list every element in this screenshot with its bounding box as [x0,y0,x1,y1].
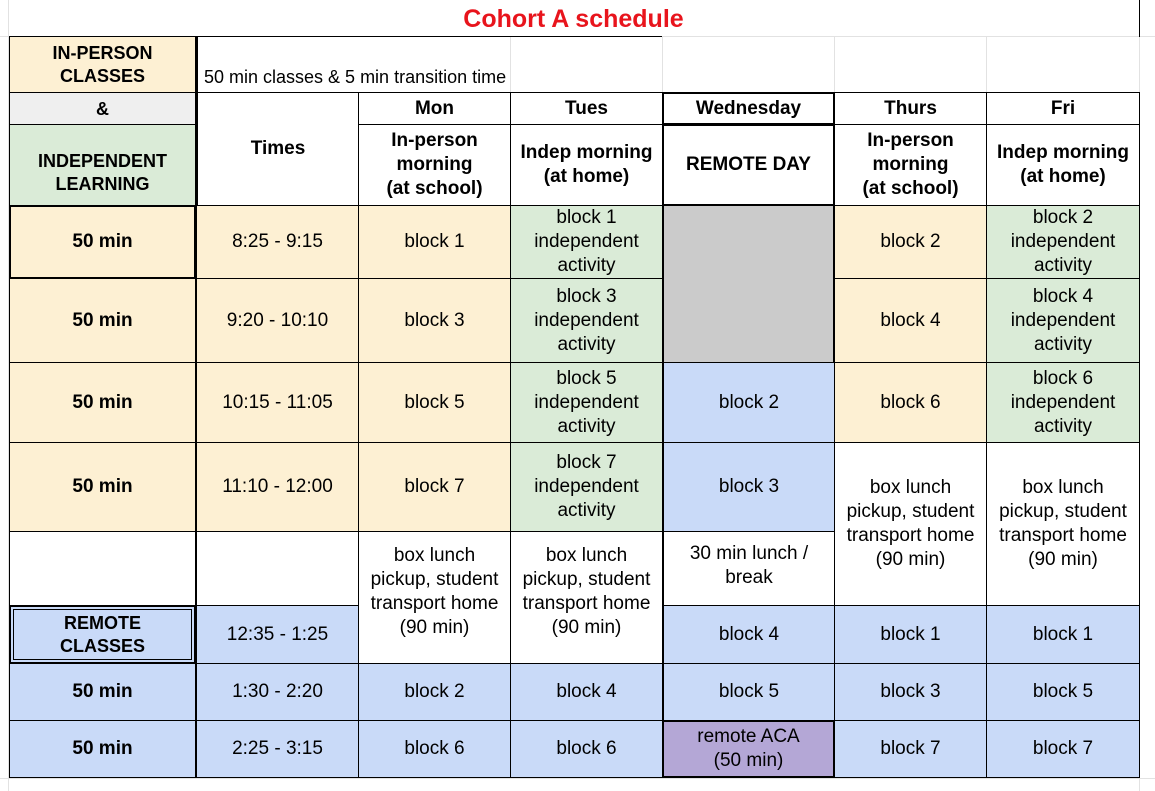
schedule-cell-wednesday: block 3 [662,442,835,532]
schedule-cell-thurs: block 3 [834,663,987,721]
day-header-mon: Mon [358,92,511,125]
wednesday-empty-block [662,205,835,363]
schedule-cell-mon: block 5 [358,362,511,443]
legend-ampersand: & [9,92,196,125]
mode-header-fri: Indep morning (at home) [986,124,1140,206]
schedule-cell-tues: block 3 independent activity [510,278,663,363]
legend-remote: REMOTE CLASSES [9,605,196,664]
gridline [662,36,663,92]
gridline [0,778,1155,779]
time-cell: 8:25 - 9:15 [196,205,359,279]
mode-header-wednesday: REMOTE DAY [662,124,835,206]
schedule-cell-mon: block 6 [358,720,511,778]
legend-in-person: IN-PERSON CLASSES [9,36,196,93]
schedule-cell-tues: block 4 [510,663,663,721]
schedule-cell-tues: block 5 independent activity [510,362,663,443]
legend-independent: INDEPENDENT LEARNING [9,124,196,206]
schedule-cell-wednesday: block 2 [662,362,835,443]
lunch-row-empty [9,531,196,606]
schedule-cell-fri: block 2 independent activity [986,205,1140,279]
schedule-cell-thurs: block 2 [834,205,987,279]
time-cell: 10:15 - 11:05 [196,362,359,443]
duration-cell: 50 min [9,205,196,279]
schedule-cell-thurs: block 7 [834,720,987,778]
day-header-fri: Fri [986,92,1140,125]
time-cell: 2:25 - 3:15 [196,720,359,778]
times-header: Times [196,92,359,206]
schedule-cell-fri: block 4 independent activity [986,278,1140,363]
day-header-thurs: Thurs [834,92,987,125]
duration-cell: 50 min [9,362,196,443]
lunch-transport-cell-tues: box lunch pickup, student transport home (90 min) [510,531,663,664]
schedule-cell-mon: block 1 [358,205,511,279]
page-title: Cohort A schedule [8,0,1140,37]
schedule-cell-mon: block 2 [358,663,511,721]
gridline [986,36,987,92]
schedule-cell-fri: block 7 [986,720,1140,778]
schedule-cell-tues: block 1 independent activity [510,205,663,279]
duration-cell: 50 min [9,442,196,532]
schedule-cell-thurs: block 4 [834,278,987,363]
day-header-tues: Tues [510,92,663,125]
mode-header-tues: Indep morning (at home) [510,124,663,206]
schedule-cell-tues: block 6 [510,720,663,778]
time-cell: 11:10 - 12:00 [196,442,359,532]
schedule-cell-fri: block 1 [986,605,1140,664]
day-header-wednesday: Wednesday [662,92,835,125]
time-cell: 12:35 - 1:25 [196,605,359,664]
schedule-note: 50 min classes & 5 min transition time [196,36,662,93]
duration-cell: 50 min [9,278,196,363]
schedule-cell-tues: block 7 independent activity [510,442,663,532]
schedule-cell-fri: block 5 [986,663,1140,721]
schedule-cell-mon: block 7 [358,442,511,532]
schedule-cell-thurs: block 6 [834,362,987,443]
lunch-transport-cell-mon: box lunch pickup, student transport home (90 min) [358,531,511,664]
schedule-cell-wednesday: block 4 [662,605,835,664]
lunch-transport-cell-fri: box lunch pickup, student transport home (90 min) [986,442,1140,606]
mode-header-thurs: In-person morning (at school) [834,124,987,206]
wednesday-lunch-cell: 30 min lunch / break [662,531,835,606]
schedule-cell-wednesday: block 5 [662,663,835,721]
lunch-row-empty [196,531,359,606]
schedule-cell-wednesday: remote ACA (50 min) [662,720,835,778]
lunch-transport-cell-thurs: box lunch pickup, student transport home (90 min) [834,442,987,606]
duration-cell: 50 min [9,663,196,721]
schedule-cell-fri: block 6 independent activity [986,362,1140,443]
gridline [834,36,835,92]
duration-cell: 50 min [9,720,196,778]
time-cell: 1:30 - 2:20 [196,663,359,721]
schedule-cell-thurs: block 1 [834,605,987,664]
mode-header-mon: In-person morning (at school) [358,124,511,206]
schedule-cell-mon: block 3 [358,278,511,363]
time-cell: 9:20 - 10:10 [196,278,359,363]
